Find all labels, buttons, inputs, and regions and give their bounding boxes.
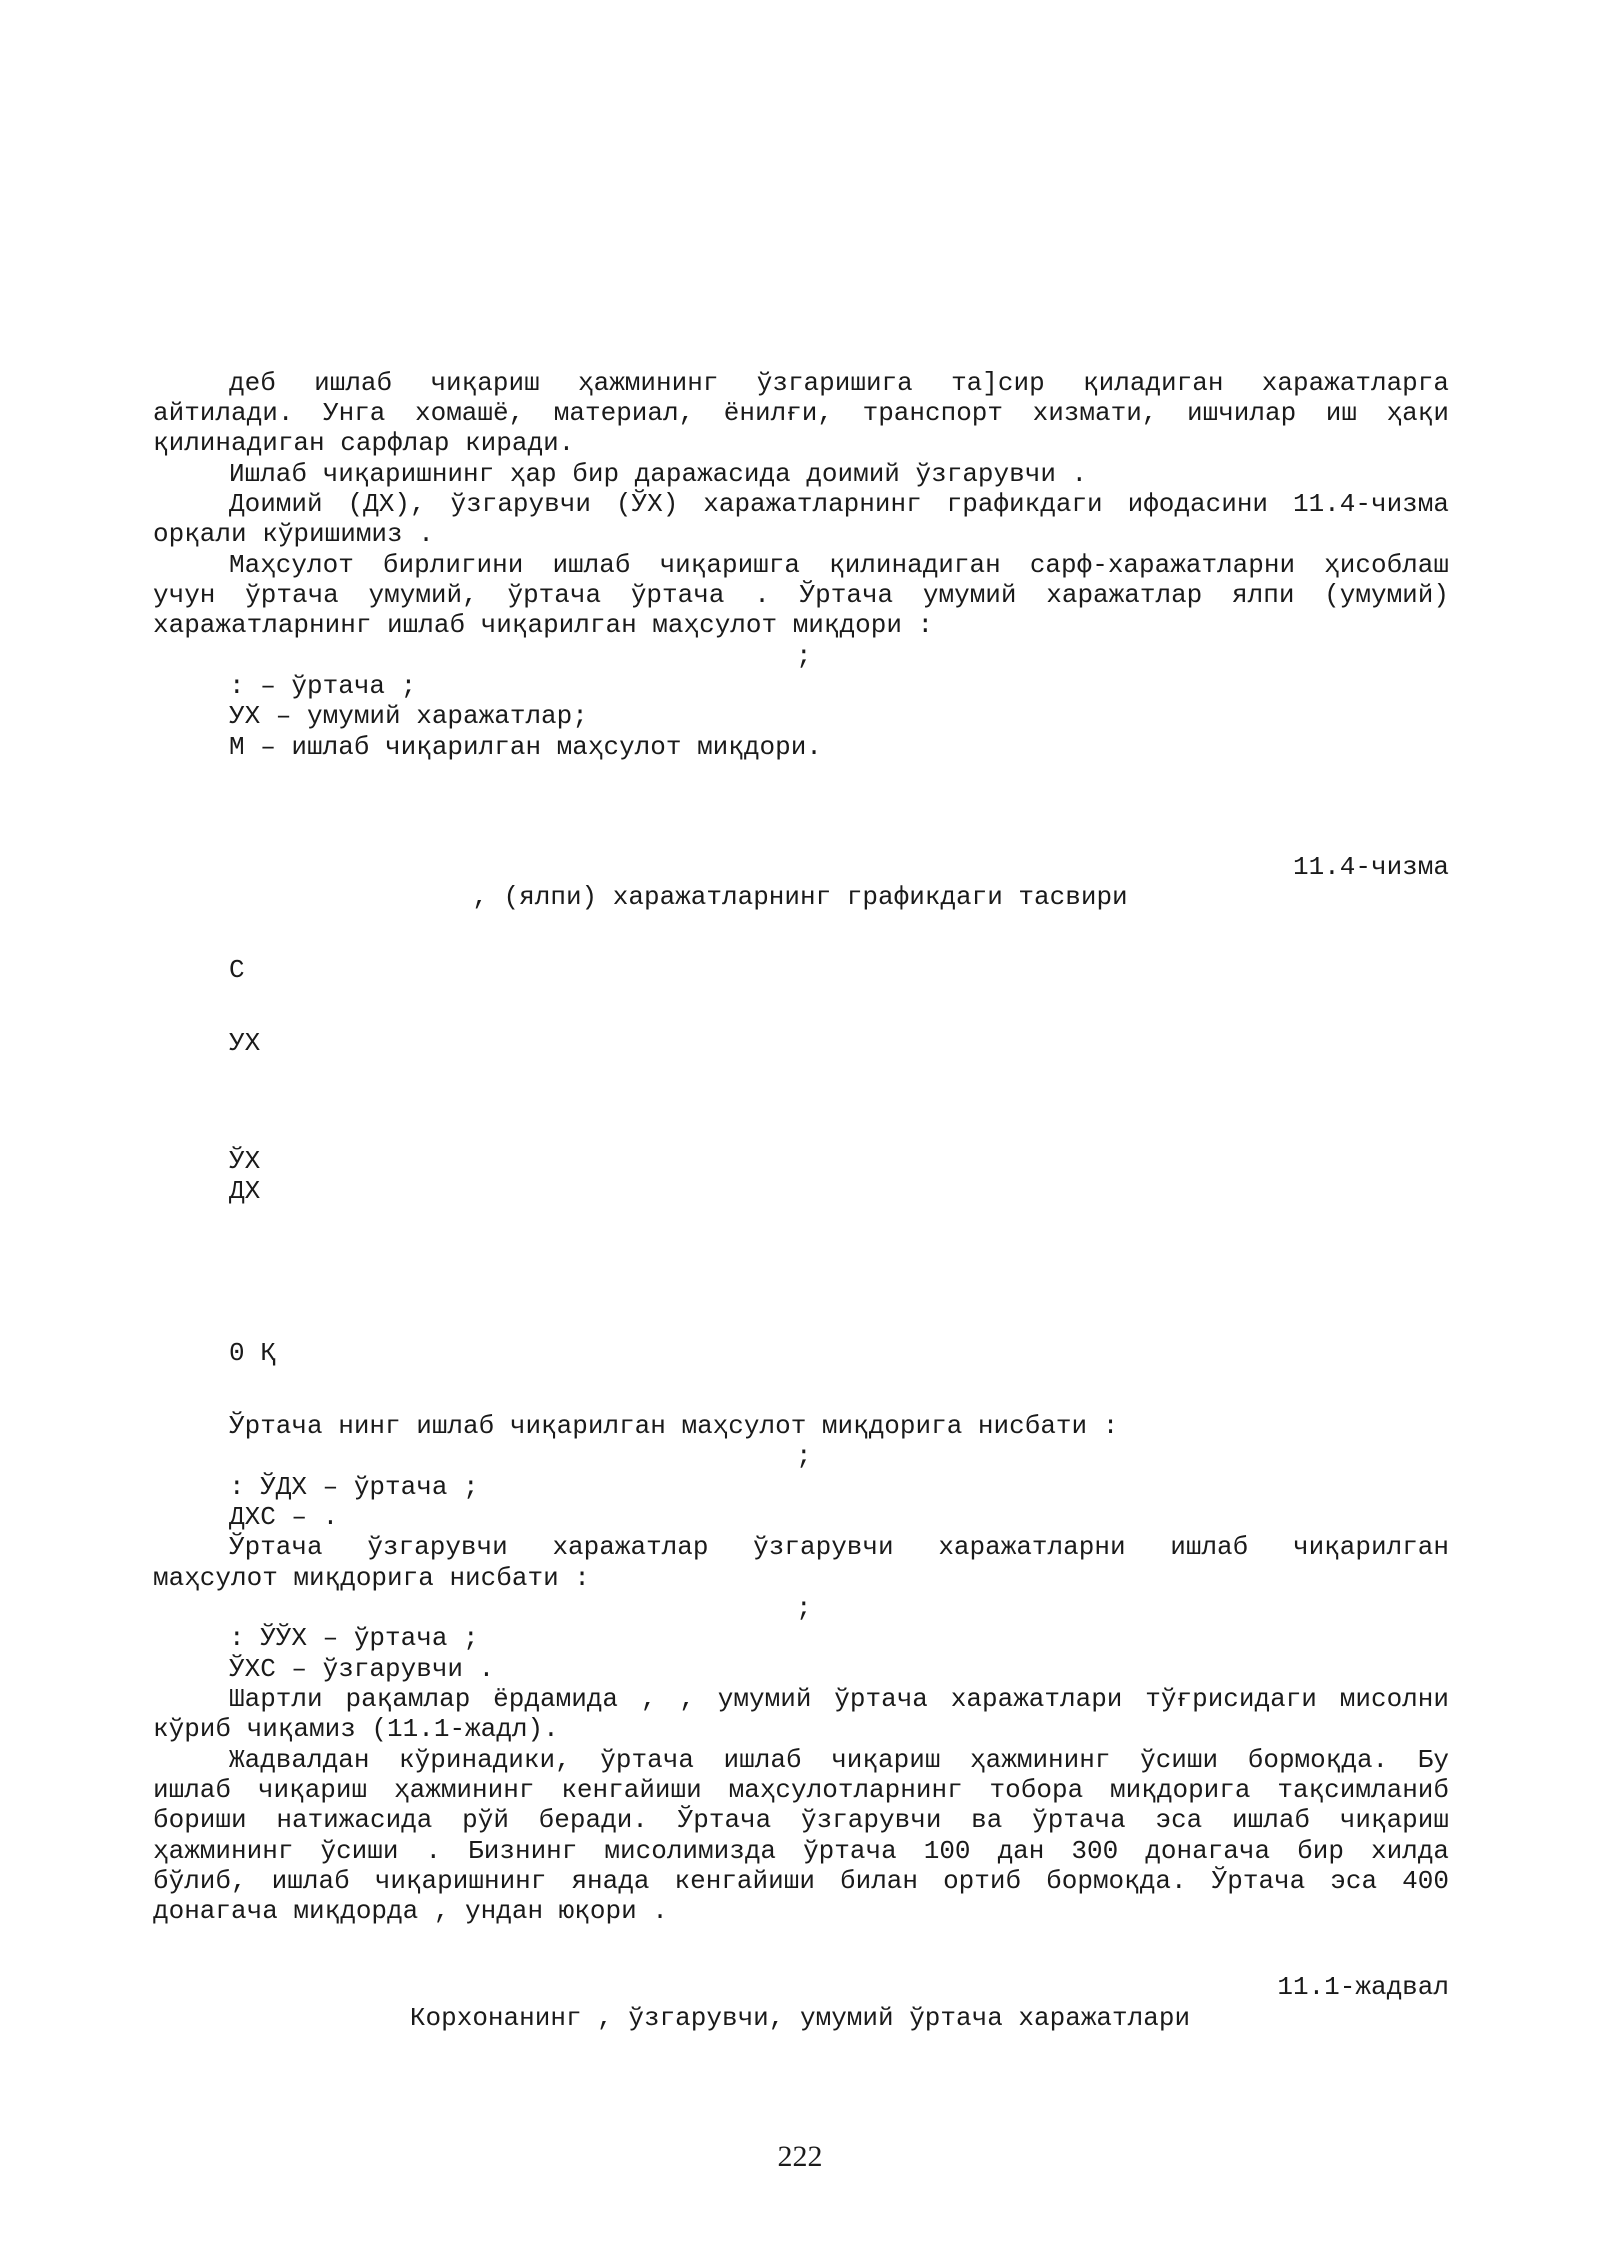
- paragraph-3-line-2: орқали кўришимиз .: [153, 519, 434, 549]
- paragraph-8-line-4: ҳажмининг ўсиши . Бизнинг мисолимизда ўртача 100 дан 300 донагача бир хилда: [153, 1836, 1449, 1866]
- table-number: 11.1-жадвал: [1277, 1972, 1449, 2002]
- paragraph-8-line-6: донагача миқдорда , ундан юқори .: [153, 1896, 668, 1926]
- formula-2-where: : ЎДХ – ўртача ;: [229, 1472, 479, 1502]
- figure-label-ux: УХ: [229, 1028, 261, 1058]
- paragraph-1-line-1: деб ишлаб чиқариш ҳажмининг ўзгаришига та]сир қиладиган харажатларга: [229, 368, 1449, 398]
- paragraph-8-line-1: Жадвалдан кўринадики, ўртача ишлаб чиқариш ҳажмининг ўсиши бормоқда. Бу: [229, 1745, 1449, 1775]
- formula-3-semicolon: ;: [796, 1593, 812, 1623]
- paragraph-2: Ишлаб чиқаришнинг ҳар бир даражасида доимий ўзгарувчи .: [229, 459, 1088, 489]
- page-number: 222: [777, 2140, 823, 2173]
- paragraph-3-line-1: Доимий (ДХ), ўзгарувчи (ЎХ) харажатларнинг графикдаги ифодасини 11.4-чизма: [229, 489, 1449, 519]
- paragraph-6-line-1: Ўртача ўзгарувчи харажатлар ўзгарувчи харажатларни ишлаб чиқарилган: [229, 1532, 1449, 1562]
- figure-label-c: С: [229, 955, 245, 985]
- paragraph-5: Ўртача нинг ишлаб чиқарилган маҳсулот миқдорига нисбати :: [229, 1411, 1119, 1441]
- formula-3-yxc: ЎХС – ўзгарувчи .: [229, 1654, 495, 1684]
- paragraph-6-line-2: маҳсулот миқдорига нисбати :: [153, 1563, 590, 1593]
- formula-2-semicolon: ;: [796, 1441, 812, 1471]
- figure-label-origin: 0 Қ: [229, 1338, 276, 1368]
- formula-1-where: : – ўртача ;: [229, 671, 417, 701]
- formula-1-ux: УХ – умумий харажатлар;: [229, 701, 588, 731]
- figure-label-yx: ЎХ: [229, 1146, 261, 1176]
- paragraph-1-line-2: айтилади. Унга хомашё, материал, ёнилғи, транспорт хизмати, ишчилар иш ҳақи: [153, 398, 1449, 428]
- formula-1-semicolon: ;: [796, 641, 812, 671]
- paragraph-8-line-2: ишлаб чиқариш ҳажмининг кенгайиши маҳсулотларнинг тобора миқдорига тақсимланиб: [153, 1775, 1449, 1805]
- paragraph-4-line-3: харажатларнинг ишлаб чиқарилган маҳсулот миқдори :: [153, 610, 934, 640]
- figure-caption: , (ялпи) харажатларнинг графикдаги тасвири: [472, 882, 1128, 912]
- figure-number: 11.4-чизма: [1292, 852, 1449, 882]
- paragraph-8-line-3: бориши натижасида рўй беради. Ўртача ўзгарувчи ва ўртача эса ишлаб чиқариш: [153, 1805, 1449, 1835]
- formula-1-m: М – ишлаб чиқарилган маҳсулот миқдори.: [229, 732, 822, 762]
- paragraph-7-line-1: Шартли рақамлар ёрдамида , , умумий ўртача харажатлари тўғрисидаги мисолни: [229, 1684, 1449, 1714]
- paragraph-4-line-1: Маҳсулот бирлигини ишлаб чиқаришга қилинадиган сарф-харажатларни ҳисоблаш: [229, 550, 1449, 580]
- figure-label-dx: ДХ: [229, 1176, 261, 1206]
- paragraph-4-line-2: учун ўртача умумий, ўртача ўртача . Ўртача умумий харажатлар ялпи (умумий): [153, 580, 1449, 610]
- table-caption: Корхонанинг , ўзгарувчи, умумий ўртача харажатлари: [409, 2003, 1191, 2033]
- paragraph-7-line-2: кўриб чиқамиз (11.1-жадл).: [153, 1714, 559, 1744]
- paragraph-8-line-5: бўлиб, ишлаб чиқаришнинг янада кенгайиши билан ортиб бормоқда. Ўртача эса 400: [153, 1866, 1449, 1896]
- paragraph-1-line-3: қилинадиган сарфлар киради.: [153, 428, 575, 458]
- formula-2-dxc: ДХС – .: [229, 1502, 339, 1532]
- formula-3-where: : ЎЎХ – ўртача ;: [229, 1623, 479, 1653]
